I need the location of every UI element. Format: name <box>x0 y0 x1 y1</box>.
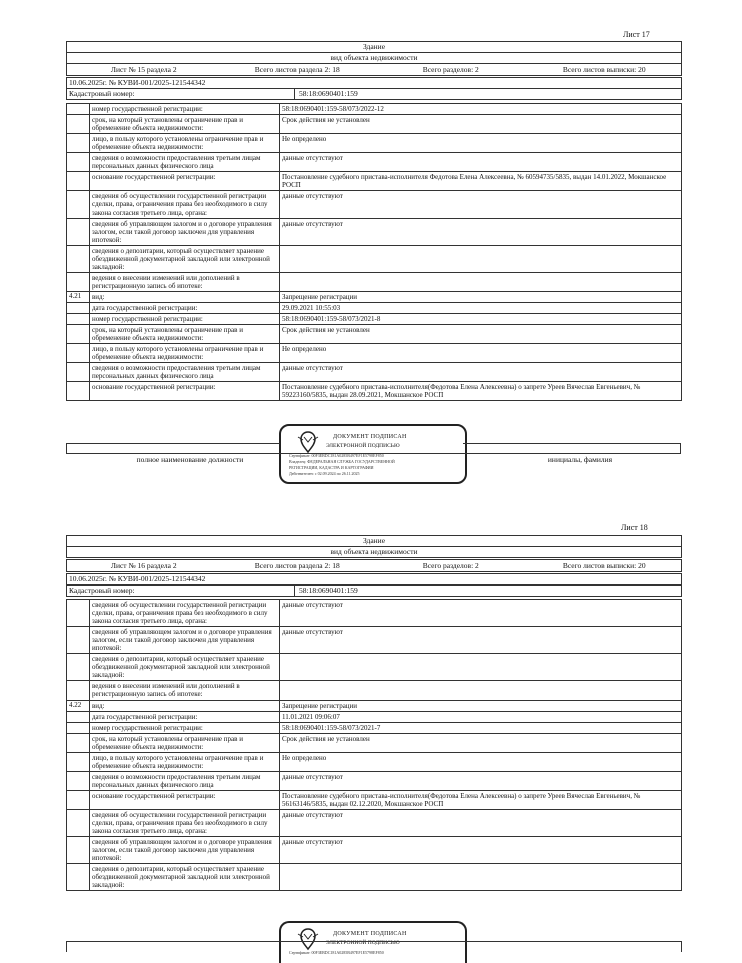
table-row <box>67 837 681 864</box>
cadastral-number-row-2 <box>66 585 682 597</box>
field-label: срок, на который установлены ограничение прав и обременение объекта недвижимости: <box>90 734 280 752</box>
field-value: Не определено <box>282 345 327 354</box>
stamp-owner-cont: РЕГИСТРАЦИИ, КАДАСТРА И КАРТОГРАФИИ <box>289 465 374 470</box>
stamp-title-2: ДОКУМЕНТ ПОДПИСАН <box>333 931 407 937</box>
field-value <box>280 246 681 272</box>
table-row <box>67 772 681 791</box>
row-number <box>67 134 90 152</box>
field-value: данные отсутствуют <box>282 628 343 637</box>
table-row <box>67 627 681 654</box>
row-number <box>67 810 90 836</box>
signature-right-box <box>463 443 681 454</box>
stamp-subtitle: ЭЛЕКТРОННОЙ ПОДПИСЬЮ <box>326 443 400 449</box>
meta-total-section-2: Всего листов раздела 2: 18 <box>254 561 340 570</box>
object-title: Здание <box>67 42 681 53</box>
field-value <box>280 654 681 680</box>
meta-sheet: Лист № 15 раздела 2 <box>110 65 177 74</box>
row-number: 4.22 <box>67 701 90 711</box>
table-row <box>67 791 681 810</box>
table-row <box>67 734 681 753</box>
cadastral-value-2: 58:18:0690401:159 <box>299 586 358 595</box>
field-label: сведения о депозитарии, который осуществляет хранение обездвиженной документарной закладной или электронной закладной: <box>90 246 280 272</box>
row-number <box>67 627 90 653</box>
table-row <box>67 681 681 700</box>
table-row <box>67 654 681 681</box>
table-row <box>67 273 681 292</box>
row-number <box>67 723 90 733</box>
field-label: основание государственной регистрации: <box>90 382 280 400</box>
field-value: Запрещение регистрации <box>282 701 358 710</box>
meta-total-section: Всего листов раздела 2: 18 <box>254 65 340 74</box>
row-number <box>67 314 90 324</box>
field-value: данные отсутствуют <box>282 772 343 781</box>
field-value: Не определено <box>282 135 327 144</box>
row-number <box>67 600 90 626</box>
table-row <box>67 314 681 325</box>
table-row <box>67 382 681 400</box>
field-label: номер государственной регистрации: <box>90 314 280 324</box>
table-row <box>67 134 681 153</box>
object-title-2: Здание <box>67 536 681 547</box>
object-type: вид объекта недвижимости <box>330 53 418 62</box>
encumbrance-table <box>66 103 682 401</box>
field-value: Срок действия не установлен <box>282 326 370 335</box>
row-number <box>67 734 90 752</box>
field-value: 58:18:0690401:159-58/073/2022-12 <box>282 105 384 113</box>
row-number <box>67 681 90 699</box>
cadastral-value: 58:18:0690401:159 <box>299 89 358 98</box>
row-number: 4.21 <box>67 292 90 302</box>
field-label: ведения о внесении изменений или дополнений в регистрационную запись об ипотеке: <box>90 681 280 699</box>
field-label: сведения об управляющем залогом и о договоре управления залогом, если такой договор заключен для управления ипотекой: <box>90 219 280 245</box>
field-label: номер государственной регистрации: <box>90 104 280 114</box>
table-row <box>67 753 681 772</box>
row-number <box>67 382 90 400</box>
object-header <box>66 41 682 64</box>
field-value: 58:18:0690401:159-58/073/2021-8 <box>282 315 381 324</box>
table-row <box>67 810 681 837</box>
field-value: данные отсутствуют <box>282 154 343 163</box>
field-label: сведения о возможности предоставления третьим лицам персональных данных физического лица <box>90 153 280 171</box>
row-number <box>67 273 90 291</box>
field-label: сведения о возможности предоставления третьим лицам персональных данных физического лица <box>90 363 280 381</box>
table-row <box>67 219 681 246</box>
row-number <box>67 654 90 680</box>
row-number <box>67 104 90 114</box>
sheet-number-2: Лист 18 <box>621 523 648 532</box>
position-caption: полное наименование должности <box>136 455 244 464</box>
object-header-2 <box>66 535 682 558</box>
field-value: 58:18:0690401:159-58/073/2021-7 <box>282 723 381 732</box>
field-value: Запрещение регистрации <box>282 292 358 301</box>
field-label: сведения об управляющем залогом и о договоре управления залогом, если такой договор заключен для управления ипотекой: <box>90 837 280 863</box>
table-row <box>67 363 681 382</box>
field-label: сведения об осуществлении государственной регистрации сделки, права, ограничения права без необходимого в силу закона согласия третьего лица, органа: <box>90 600 280 626</box>
row-number <box>67 303 90 313</box>
field-value <box>280 864 681 890</box>
table-row <box>67 600 681 627</box>
field-value: Не определено <box>282 753 327 762</box>
field-label: сведения о депозитарии, который осуществляет хранение обездвиженной документарной закладной или электронной закладной: <box>90 654 280 680</box>
table-row <box>67 104 681 115</box>
field-value: Постановление судебного пристава-исполнителя Федотова Елена Алексеевна, № 60594735/5835, выдан 14.01.2022, Мокшанское РОСП <box>282 173 667 190</box>
row-number <box>67 753 90 771</box>
cadastral-label: Кадастровый номер: <box>67 89 295 99</box>
field-label: основание государственной регистрации: <box>90 172 280 190</box>
field-value: 29.09.2021 10:55:03 <box>282 303 341 312</box>
signature-line-2 <box>66 941 682 952</box>
sheet-meta <box>66 63 682 76</box>
stamp-validity: Действителен: с 02.09.2024 по 26.11.2025 <box>289 471 360 476</box>
field-label: лицо, в пользу которого установлены ограничение прав и обременение объекта недвижимости: <box>90 753 280 771</box>
field-value: данные отсутствуют <box>282 364 343 373</box>
stamp-certificate-2: Сертификат: 00F3EBDC181A0285B497EF1E5798EF850 <box>289 950 384 955</box>
row-number <box>67 153 90 171</box>
encumbrance-table-2 <box>66 599 682 891</box>
meta-total-2: Всего листов выписки: 20 <box>562 561 646 570</box>
row-number <box>67 344 90 362</box>
field-value: данные отсутствуют <box>282 601 343 609</box>
row-number <box>67 791 90 809</box>
row-number <box>67 772 90 790</box>
field-value: данные отсутствуют <box>282 219 343 228</box>
field-label: номер государственной регистрации: <box>90 723 280 733</box>
field-value <box>280 273 681 291</box>
field-label: срок, на который установлены ограничение прав и обременение объекта недвижимости: <box>90 325 280 343</box>
field-label: вид: <box>90 292 280 302</box>
field-label: ведения о внесении изменений или дополнений в регистрационную запись об ипотеке: <box>90 273 280 291</box>
field-label: сведения об управляющем залогом и о договоре управления залогом, если такой договор заключен для управления ипотекой: <box>90 627 280 653</box>
row-number <box>67 246 90 272</box>
field-label: лицо, в пользу которого установлены ограничение прав и обременение объекта недвижимости: <box>90 344 280 362</box>
extract-date-number: 10.06.2025г. № КУВИ-001/2025-121544342 <box>66 77 682 89</box>
e-signature-stamp <box>279 424 467 484</box>
field-value: данные отсутствуют <box>282 192 343 201</box>
table-row <box>67 246 681 273</box>
field-label: основание государственной регистрации: <box>90 791 280 809</box>
sheet-number: Лист 17 <box>623 30 650 39</box>
row-number <box>67 219 90 245</box>
field-value <box>280 681 681 699</box>
table-row <box>67 864 681 890</box>
table-row <box>67 325 681 344</box>
field-value: Постановление судебного пристава-исполнителя(Федотова Елена Алексеевна) о запрете Уреев Вячеслав Евгеньевич, № 56163146/5835, выдан 02.12.2020, Мокшанское РОСП <box>282 791 641 808</box>
table-row <box>67 172 681 191</box>
cadastral-number-row <box>66 88 682 100</box>
row-number <box>67 837 90 863</box>
row-number <box>67 363 90 381</box>
field-value: Срок действия не установлен <box>282 116 370 125</box>
field-value: Постановление судебного пристава-исполнителя(Федотова Елена Алексеевна) о запрете Уреев Вячеслав Евгеньевич, № 59223160/5835, выдан 28.09.2021, Мокшанское РОСП <box>282 383 641 400</box>
cadastral-label-2: Кадастровый номер: <box>67 586 295 596</box>
meta-sheet-2: Лист № 16 раздела 2 <box>110 561 177 570</box>
stamp-title: ДОКУМЕНТ ПОДПИСАН <box>333 434 407 440</box>
table-row <box>67 723 681 734</box>
row-number <box>67 325 90 343</box>
field-label: срок, на который установлены ограничение прав и обременение объекта недвижимости: <box>90 115 280 133</box>
row-number <box>67 191 90 217</box>
field-label: лицо, в пользу которого установлены ограничение прав и обременение объекта недвижимости: <box>90 134 280 152</box>
name-caption: инициалы, фамилия <box>547 455 613 464</box>
table-row <box>67 191 681 218</box>
field-label: сведения об осуществлении государственной регистрации сделки, права, ограничения права без необходимого в силу закона согласия третьего лица, органа: <box>90 810 280 836</box>
field-label: дата государственной регистрации: <box>90 303 280 313</box>
meta-total: Всего листов выписки: 20 <box>562 65 646 74</box>
table-row <box>67 344 681 363</box>
row-number <box>67 864 90 890</box>
field-value: 11.01.2021 09:06:07 <box>282 712 340 721</box>
field-value: данные отсутствуют <box>282 811 343 820</box>
table-row <box>67 292 681 303</box>
field-value: данные отсутствуют <box>282 838 343 847</box>
sheet-meta-2 <box>66 559 682 572</box>
field-label: сведения о депозитарии, который осуществляет хранение обездвиженной документарной закладной или электронной закладной: <box>90 864 280 890</box>
field-label: вид: <box>90 701 280 711</box>
signature-left-box <box>66 443 280 454</box>
table-row <box>67 115 681 134</box>
table-row <box>67 712 681 723</box>
object-type-2: вид объекта недвижимости <box>330 547 418 556</box>
table-row <box>67 701 681 712</box>
stamp-owner: Владелец: ФЕДЕРАЛЬНАЯ СЛУЖБА ГОСУДАРСТВЕННОЙ <box>289 459 395 464</box>
extract-date-number-2: 10.06.2025г. № КУВИ-001/2025-121544342 <box>66 573 682 585</box>
stamp-certificate: Сертификат: 00F3EBDC181A0285B497EF1E5798EF850 <box>289 453 384 458</box>
field-value: Срок действия не установлен <box>282 734 370 743</box>
row-number <box>67 115 90 133</box>
row-number <box>67 172 90 190</box>
field-label: сведения об осуществлении государственной регистрации сделки, права, ограничения права без необходимого в силу закона согласия третьего лица, органа: <box>90 191 280 217</box>
row-number <box>67 712 90 722</box>
meta-sections: Всего разделов: 2 <box>422 65 479 74</box>
table-row <box>67 153 681 172</box>
field-label: дата государственной регистрации: <box>90 712 280 722</box>
field-label: сведения о возможности предоставления третьим лицам персональных данных физического лица <box>90 772 280 790</box>
stamp-subtitle-2: ЭЛЕКТРОННОЙ ПОДПИСЬЮ <box>326 940 400 946</box>
table-row <box>67 303 681 314</box>
emblem-icon <box>295 430 321 454</box>
meta-sections-2: Всего разделов: 2 <box>422 561 479 570</box>
